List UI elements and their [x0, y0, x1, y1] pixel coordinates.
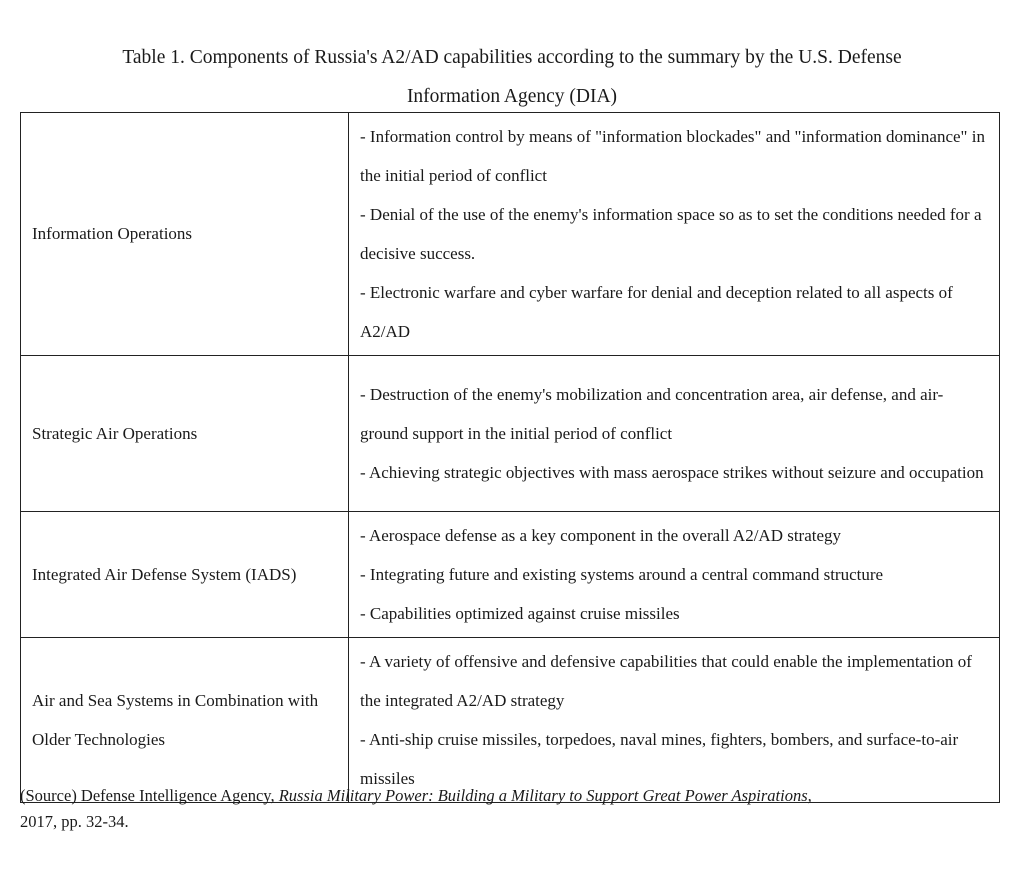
- detail-bullet: - Achieving strategic objectives with mass aerospace strikes without seizure and occupation: [360, 463, 984, 482]
- table-row: [21, 638, 1000, 803]
- row-details-air-and-sea-systems: [349, 638, 1000, 803]
- table-caption-line-1: Table 1. Components of Russia's A2/AD capabilities according to the summary by the U.S. Defense: [122, 47, 902, 68]
- row-label-strategic-air-operations: Strategic Air Operations: [21, 356, 349, 512]
- table-row: [21, 113, 1000, 356]
- row-details-strategic-air-operations: [349, 356, 1000, 512]
- detail-bullet: - Denial of the use of the enemy's information space so as to set the conditions needed for a decisive success.: [360, 205, 982, 263]
- detail-bullet: - A variety of offensive and defensive capabilities that could enable the implementation of the integrated A2/AD strategy: [360, 652, 972, 710]
- source-note: [20, 783, 1004, 835]
- source-suffix: 2017, pp. 32-34.: [20, 812, 129, 831]
- row-label-air-and-sea-systems: Air and Sea Systems in Combination with Older Technologies: [21, 638, 349, 803]
- table-caption-line-2: Information Agency (DIA): [406, 86, 618, 107]
- table-caption: [20, 38, 1004, 116]
- row-details-information-operations: [349, 113, 1000, 356]
- detail-bullet: - Integrating future and existing systems around a central command structure: [360, 565, 884, 584]
- source-title: Russia Military Power: Building a Military to Support Great Power Aspirations,: [278, 786, 812, 805]
- a2ad-components-table: [20, 112, 1000, 803]
- row-label-iads: Integrated Air Defense System (IADS): [21, 512, 349, 638]
- row-details-iads: [349, 512, 1000, 638]
- row-label-information-operations: Information Operations: [21, 113, 349, 356]
- detail-bullet: - Information control by means of "information blockades" and "information dominance" in the initial period of conflict: [360, 127, 985, 185]
- detail-bullet: - Capabilities optimized against cruise missiles: [360, 604, 680, 623]
- source-prefix: (Source) Defense Intelligence Agency,: [20, 786, 279, 805]
- detail-bullet: - Electronic warfare and cyber warfare for denial and deception related to all aspects of A2/AD: [360, 283, 953, 341]
- detail-bullet: - Aerospace defense as a key component in the overall A2/AD strategy: [360, 526, 842, 545]
- table-row: [21, 512, 1000, 638]
- detail-bullet: - Destruction of the enemy's mobilization and concentration area, air defense, and air-ground support in the initial period of conflict: [360, 385, 944, 443]
- table-row: [21, 356, 1000, 512]
- detail-bullet: - Anti-ship cruise missiles, torpedoes, naval mines, fighters, bombers, and surface-to-air missiles: [360, 730, 959, 788]
